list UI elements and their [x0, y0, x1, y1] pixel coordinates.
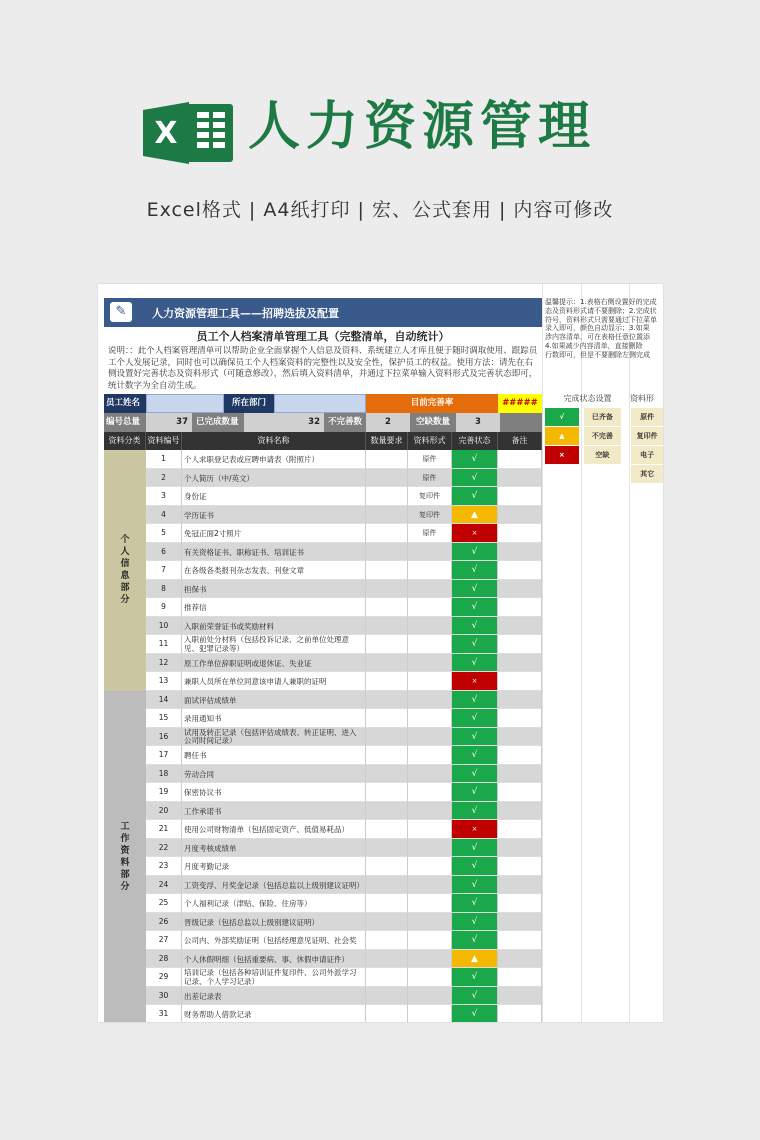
tip-line: 行数即可，但是不要删除左侧完成: [545, 350, 650, 359]
number-cell: 28: [146, 950, 182, 969]
name-cell[interactable]: 公司内、外部奖励证明（包括经理意见证明、社会奖: [182, 931, 366, 950]
remark-cell[interactable]: [498, 617, 542, 636]
form-cell[interactable]: [408, 654, 452, 673]
name-cell[interactable]: 身份证: [182, 487, 366, 506]
name-cell[interactable]: 聘任书: [182, 746, 366, 765]
status-symbol-cell[interactable]: ▲: [545, 427, 579, 445]
remark-cell[interactable]: [498, 802, 542, 821]
status-cell[interactable]: √: [452, 709, 498, 728]
form-item-cell[interactable]: 电子: [631, 446, 663, 464]
status-label-cell: [584, 465, 621, 483]
table-body: [104, 450, 542, 1022]
settings-row: [545, 465, 663, 483]
form-cell[interactable]: [408, 839, 452, 858]
table-row: [104, 635, 542, 654]
table-row: [104, 839, 542, 858]
table-row: [104, 709, 542, 728]
status-cell[interactable]: √: [452, 654, 498, 673]
col-status: 完善状态: [452, 432, 498, 450]
number-cell: 8: [146, 580, 182, 599]
name-cell[interactable]: 个人简历（中/英文）: [182, 469, 366, 488]
number-cell: 3: [146, 487, 182, 506]
remark-cell[interactable]: [498, 654, 542, 673]
quantity-cell[interactable]: [366, 561, 408, 580]
quantity-cell[interactable]: [366, 654, 408, 673]
remark-cell[interactable]: [498, 543, 542, 562]
dept-label: 所在部门: [224, 394, 274, 413]
excel-icon: [143, 102, 235, 164]
settings-row: [545, 408, 663, 426]
form-cell[interactable]: 原件: [408, 524, 452, 543]
number-cell: 1: [146, 450, 182, 469]
name-cell[interactable]: 原工作单位辞职证明或退休证、失业证: [182, 654, 366, 673]
quantity-cell[interactable]: [366, 876, 408, 895]
tool-bar: [104, 298, 542, 327]
number-cell: 29: [146, 968, 182, 987]
remark-cell[interactable]: [498, 561, 542, 580]
id-total-value: 37: [146, 413, 192, 432]
name-cell[interactable]: 有关资格证书、职称证书、培训证书: [182, 543, 366, 562]
form-item-cell[interactable]: 原件: [631, 408, 663, 426]
table-row: [104, 894, 542, 913]
form-cell[interactable]: [408, 857, 452, 876]
form-cell[interactable]: [408, 802, 452, 821]
number-cell: 13: [146, 672, 182, 691]
remark-cell[interactable]: [498, 894, 542, 913]
remark-cell[interactable]: [498, 857, 542, 876]
number-cell: 30: [146, 987, 182, 1006]
remark-cell[interactable]: [498, 876, 542, 895]
tip-line: 录入即可，颜色自动显示；3.如果: [545, 324, 650, 333]
dept-field[interactable]: [274, 394, 366, 413]
form-cell[interactable]: [408, 968, 452, 987]
status-cell[interactable]: √: [452, 839, 498, 858]
number-cell: 24: [146, 876, 182, 895]
status-symbol-cell[interactable]: ×: [545, 446, 579, 464]
quantity-cell[interactable]: [366, 709, 408, 728]
status-cell[interactable]: √: [452, 487, 498, 506]
tip-line: 4.如果减少内容清单，直接删除: [545, 341, 643, 350]
status-cell[interactable]: ▲: [452, 506, 498, 525]
form-settings-title: 资料形: [630, 394, 654, 403]
empty-value: 3: [456, 413, 500, 432]
status-settings-title: 完成状态设置: [563, 394, 612, 403]
status-cell[interactable]: ×: [452, 524, 498, 543]
wrench-icon[interactable]: ✎: [110, 302, 132, 322]
quantity-cell[interactable]: [366, 783, 408, 802]
form-cell[interactable]: [408, 931, 452, 950]
remark-cell[interactable]: [498, 1005, 542, 1022]
status-cell[interactable]: √: [452, 931, 498, 950]
name-cell[interactable]: 劳动合同: [182, 765, 366, 784]
quantity-cell[interactable]: [366, 894, 408, 913]
quantity-cell[interactable]: [366, 802, 408, 821]
table-row: [104, 691, 542, 710]
status-cell[interactable]: ×: [452, 672, 498, 691]
col-quantity: 数量要求: [366, 432, 408, 450]
status-cell[interactable]: √: [452, 1005, 498, 1022]
number-cell: 12: [146, 654, 182, 673]
tip-text: [545, 298, 663, 386]
status-cell[interactable]: √: [452, 802, 498, 821]
quantity-cell[interactable]: [366, 635, 408, 654]
status-cell[interactable]: √: [452, 857, 498, 876]
table-row: [104, 968, 542, 987]
table-row: [104, 524, 542, 543]
form-cell[interactable]: [408, 950, 452, 969]
col-remark: 备注: [498, 432, 542, 450]
name-cell[interactable]: 试用及转正记录（包括评估成绩表、转正证明、进入公司时间记录）: [182, 728, 366, 747]
status-symbol-cell: [545, 465, 579, 483]
status-cell[interactable]: √: [452, 617, 498, 636]
tip-line: 态及资料形式请不要删除；2.完成状: [545, 306, 657, 315]
form-cell[interactable]: [408, 820, 452, 839]
quantity-cell[interactable]: [366, 765, 408, 784]
name-cell[interactable]: 免冠正面2寸照片: [182, 524, 366, 543]
table-row: [104, 728, 542, 747]
number-cell: 11: [146, 635, 182, 654]
table-row: [104, 506, 542, 525]
status-cell[interactable]: √: [452, 543, 498, 562]
form-cell[interactable]: [408, 1005, 452, 1022]
table-row: [104, 783, 542, 802]
status-label-cell[interactable]: 已齐备: [584, 408, 621, 426]
form-cell[interactable]: [408, 617, 452, 636]
table-row: [104, 469, 542, 488]
remark-cell[interactable]: [498, 524, 542, 543]
form-cell[interactable]: [408, 987, 452, 1006]
table-row: [104, 598, 542, 617]
quantity-cell[interactable]: [366, 839, 408, 858]
number-cell: 10: [146, 617, 182, 636]
status-cell[interactable]: √: [452, 469, 498, 488]
form-cell[interactable]: 复印件: [408, 487, 452, 506]
name-cell[interactable]: 录用通知书: [182, 709, 366, 728]
remark-cell[interactable]: [498, 783, 542, 802]
excel-icon-letter: X: [154, 116, 178, 151]
status-cell[interactable]: √: [452, 728, 498, 747]
number-cell: 7: [146, 561, 182, 580]
table-row: [104, 931, 542, 950]
remark-cell[interactable]: [498, 746, 542, 765]
quantity-cell[interactable]: [366, 580, 408, 599]
table-row: [104, 857, 542, 876]
number-cell: 25: [146, 894, 182, 913]
remark-cell[interactable]: [498, 839, 542, 858]
remark-cell[interactable]: [498, 931, 542, 950]
incomplete-label: 不完善数: [327, 417, 362, 427]
remark-cell[interactable]: [498, 913, 542, 932]
name-cell[interactable]: 保密协议书: [182, 783, 366, 802]
form-cell[interactable]: [408, 543, 452, 562]
name-cell[interactable]: 推荐信: [182, 598, 366, 617]
sheet-title: 员工个人档案清单管理工具（完整清单，自动统计）: [196, 330, 450, 343]
status-cell[interactable]: √: [452, 876, 498, 895]
status-cell[interactable]: √: [452, 968, 498, 987]
done-value: 32: [244, 413, 324, 432]
quantity-cell[interactable]: [366, 820, 408, 839]
remark-cell[interactable]: [498, 765, 542, 784]
settings-panel: [545, 298, 663, 484]
quantity-cell[interactable]: [366, 672, 408, 691]
status-label-cell[interactable]: 空缺: [584, 446, 621, 464]
table-row: [104, 987, 542, 1006]
remark-cell[interactable]: [498, 968, 542, 987]
tool-bar-title: 人力资源管理工具——招聘选拔及配置: [152, 307, 339, 320]
info-row-2: [104, 413, 542, 432]
form-cell[interactable]: [408, 672, 452, 691]
remark-cell[interactable]: [498, 635, 542, 654]
quantity-cell[interactable]: [366, 524, 408, 543]
form-cell[interactable]: [408, 783, 452, 802]
name-cell[interactable]: 月度考勤记录: [182, 857, 366, 876]
tip-line: 涉内容清单，可在表格任意位置添: [545, 333, 650, 342]
col-form: 资料形式: [408, 432, 452, 450]
name-cell[interactable]: 兼职人员所在单位同意该申请人兼职的证明: [182, 672, 366, 691]
number-cell: 5: [146, 524, 182, 543]
status-cell[interactable]: √: [452, 913, 498, 932]
number-cell: 9: [146, 598, 182, 617]
form-cell[interactable]: [408, 894, 452, 913]
remark-cell[interactable]: [498, 950, 542, 969]
status-symbol-cell[interactable]: √: [545, 408, 579, 426]
quantity-cell[interactable]: [366, 1005, 408, 1022]
form-cell[interactable]: [408, 561, 452, 580]
table-row: [104, 913, 542, 932]
quantity-cell[interactable]: [366, 469, 408, 488]
number-cell: 26: [146, 913, 182, 932]
name-cell[interactable]: 在各级各类报刊杂志发表、刊登文章: [182, 561, 366, 580]
quantity-cell[interactable]: [366, 968, 408, 987]
name-cell[interactable]: 月度考核成绩单: [182, 839, 366, 858]
tip-line: 温馨提示：1.表格右侧设置好的完成: [545, 298, 657, 306]
name-label: 员工姓名: [104, 394, 146, 413]
rate-label: 目前完善率: [366, 394, 498, 413]
name-field[interactable]: [146, 394, 224, 413]
hero-banner: [0, 0, 760, 270]
number-cell: 20: [146, 802, 182, 821]
quantity-cell[interactable]: [366, 691, 408, 710]
empty-label: 空缺数量: [415, 417, 450, 427]
status-cell[interactable]: √: [452, 561, 498, 580]
info-row-1: [104, 394, 542, 413]
done-label: 已完成数量: [196, 417, 239, 427]
status-cell[interactable]: √: [452, 765, 498, 784]
table-row: [104, 617, 542, 636]
quantity-cell[interactable]: [366, 746, 408, 765]
number-cell: 21: [146, 820, 182, 839]
form-cell[interactable]: [408, 709, 452, 728]
remark-cell[interactable]: [498, 820, 542, 839]
group-personal-label: 个 人 信 息 部 分: [120, 535, 130, 606]
hero-subtitle: Excel格式 | A4纸打印 | 宏、公式套用 | 内容可修改: [146, 199, 614, 221]
table-row: [104, 820, 542, 839]
remark-cell[interactable]: [498, 672, 542, 691]
name-cell[interactable]: 使用公司财物清单（包括固定资产、低值易耗品）: [182, 820, 366, 839]
number-cell: 16: [146, 728, 182, 747]
table-row: [104, 746, 542, 765]
status-cell[interactable]: √: [452, 691, 498, 710]
form-cell[interactable]: 复印件: [408, 506, 452, 525]
table-row: [104, 580, 542, 599]
quantity-cell[interactable]: [366, 543, 408, 562]
settings-row: [545, 427, 663, 445]
table-row: [104, 876, 542, 895]
name-cell[interactable]: 面试评估成绩单: [182, 691, 366, 710]
table-row: [104, 672, 542, 691]
number-cell: 6: [146, 543, 182, 562]
form-item-cell[interactable]: 其它: [631, 465, 663, 483]
remark-cell[interactable]: [498, 487, 542, 506]
name-cell[interactable]: 工作承诺书: [182, 802, 366, 821]
form-cell[interactable]: 原件: [408, 450, 452, 469]
remark-cell[interactable]: [498, 691, 542, 710]
status-cell[interactable]: √: [452, 598, 498, 617]
number-cell: 31: [146, 1005, 182, 1022]
remark-cell[interactable]: [498, 506, 542, 525]
name-cell[interactable]: 工资变浮、月奖金记录（包括总监以上级别建议证明）: [182, 876, 366, 895]
col-number: 资料编号: [146, 432, 182, 450]
col-category: 资料分类: [104, 432, 146, 450]
number-cell: 22: [146, 839, 182, 858]
number-cell: 15: [146, 709, 182, 728]
table-header: [104, 432, 542, 450]
name-cell[interactable]: 出差记录表: [182, 987, 366, 1006]
form-cell[interactable]: [408, 765, 452, 784]
number-cell: 27: [146, 931, 182, 950]
table-row: [104, 802, 542, 821]
col-name: 资料名称: [182, 432, 366, 450]
tip-line: 符号，资料形式只需要通过下拉菜单: [545, 315, 657, 324]
settings-header: [545, 390, 663, 408]
status-cell[interactable]: √: [452, 894, 498, 913]
number-cell: 17: [146, 746, 182, 765]
name-cell[interactable]: 晋级记录（包括总监以上级别建议证明）: [182, 913, 366, 932]
number-cell: 18: [146, 765, 182, 784]
table-row: [104, 450, 542, 469]
table-row: [104, 561, 542, 580]
remark-cell[interactable]: [498, 987, 542, 1006]
quantity-cell[interactable]: [366, 617, 408, 636]
quantity-cell[interactable]: [366, 450, 408, 469]
quantity-cell[interactable]: [366, 506, 408, 525]
form-cell[interactable]: [408, 580, 452, 599]
quantity-cell[interactable]: [366, 950, 408, 969]
status-cell[interactable]: √: [452, 987, 498, 1006]
document-table: [104, 432, 542, 1022]
table-row: [104, 765, 542, 784]
settings-list: [545, 408, 663, 483]
quantity-cell[interactable]: [366, 857, 408, 876]
status-cell[interactable]: √: [452, 746, 498, 765]
remark-cell[interactable]: [498, 709, 542, 728]
number-cell: 4: [146, 506, 182, 525]
name-cell[interactable]: 入职前荣誉证书或奖励材料: [182, 617, 366, 636]
number-cell: 14: [146, 691, 182, 710]
table-row: [104, 950, 542, 969]
name-cell[interactable]: 入职前处分材料（包括投诉记录、之前单位处理意见、犯罪记录等）: [182, 635, 366, 654]
status-cell[interactable]: ▲: [452, 950, 498, 969]
name-cell[interactable]: 个人休假明细（包括重要病、事、休假申请证件）: [182, 950, 366, 969]
form-cell[interactable]: [408, 728, 452, 747]
group-work-label: 工 作 资 料 部 分: [120, 822, 130, 892]
status-cell[interactable]: √: [452, 580, 498, 599]
table-row: [104, 543, 542, 562]
form-cell[interactable]: [408, 691, 452, 710]
name-cell[interactable]: 培训记录（包括各种培训证件复印件、公司外派学习记录、个人学习记录）: [182, 968, 366, 987]
quantity-cell[interactable]: [366, 598, 408, 617]
worksheet-main: [104, 298, 542, 1022]
name-cell[interactable]: 学历证书: [182, 506, 366, 525]
remark-cell[interactable]: [498, 598, 542, 617]
group-work: [104, 691, 146, 1023]
remark-cell[interactable]: [498, 469, 542, 488]
name-cell[interactable]: 个人福利记录（津贴、保险、住房等）: [182, 894, 366, 913]
number-cell: 19: [146, 783, 182, 802]
number-cell: 23: [146, 857, 182, 876]
grid-line: [542, 284, 543, 1022]
form-item-cell[interactable]: 复印件: [631, 427, 663, 445]
quantity-cell[interactable]: [366, 487, 408, 506]
name-cell[interactable]: 担保书: [182, 580, 366, 599]
quantity-cell[interactable]: [366, 728, 408, 747]
status-cell[interactable]: √: [452, 450, 498, 469]
id-total-label: 编号总量: [106, 417, 141, 427]
number-cell: 2: [146, 469, 182, 488]
incomplete-value: 2: [366, 413, 410, 432]
remark-cell[interactable]: [498, 580, 542, 599]
form-cell[interactable]: [408, 913, 452, 932]
rate-value: #####: [498, 394, 542, 413]
table-row: [104, 654, 542, 673]
form-cell[interactable]: [408, 598, 452, 617]
form-cell[interactable]: [408, 746, 452, 765]
remark-cell[interactable]: [498, 728, 542, 747]
form-cell[interactable]: [408, 635, 452, 654]
form-cell[interactable]: 原件: [408, 469, 452, 488]
status-label-cell[interactable]: 不完善: [584, 427, 621, 445]
sheet-description: 说明：：此个人档案管理清单可以帮助企业全面掌握个人信息及资料、系统建立人才库且便于随时调取使用、跟踪员工个人发展记录，同时也可以确保员工个人档案资料的完整性以及安全性，保护员工的权益。使用方法：请先在右侧设置好完善状态及资料形式（可随意修改），然后填入资料清单，并通过下拉菜单输入资料形式及完善状态即可，统计数字为全自动生成。: [108, 346, 538, 391]
hero-title: 人力资源管理: [248, 97, 597, 157]
status-cell[interactable]: √: [452, 635, 498, 654]
settings-row: [545, 446, 663, 464]
group-personal: [104, 450, 146, 691]
quantity-cell[interactable]: [366, 913, 408, 932]
quantity-cell[interactable]: [366, 931, 408, 950]
remark-cell[interactable]: [498, 450, 542, 469]
form-cell[interactable]: [408, 876, 452, 895]
status-cell[interactable]: ×: [452, 820, 498, 839]
quantity-cell[interactable]: [366, 987, 408, 1006]
table-row: [104, 487, 542, 506]
name-cell[interactable]: 个人求职登记表或应聘申请表（附照片）: [182, 450, 366, 469]
name-cell[interactable]: 财务帮助人借款记录: [182, 1005, 366, 1022]
status-cell[interactable]: √: [452, 783, 498, 802]
spreadsheet-preview: [98, 284, 663, 1022]
table-row: [104, 1005, 542, 1022]
